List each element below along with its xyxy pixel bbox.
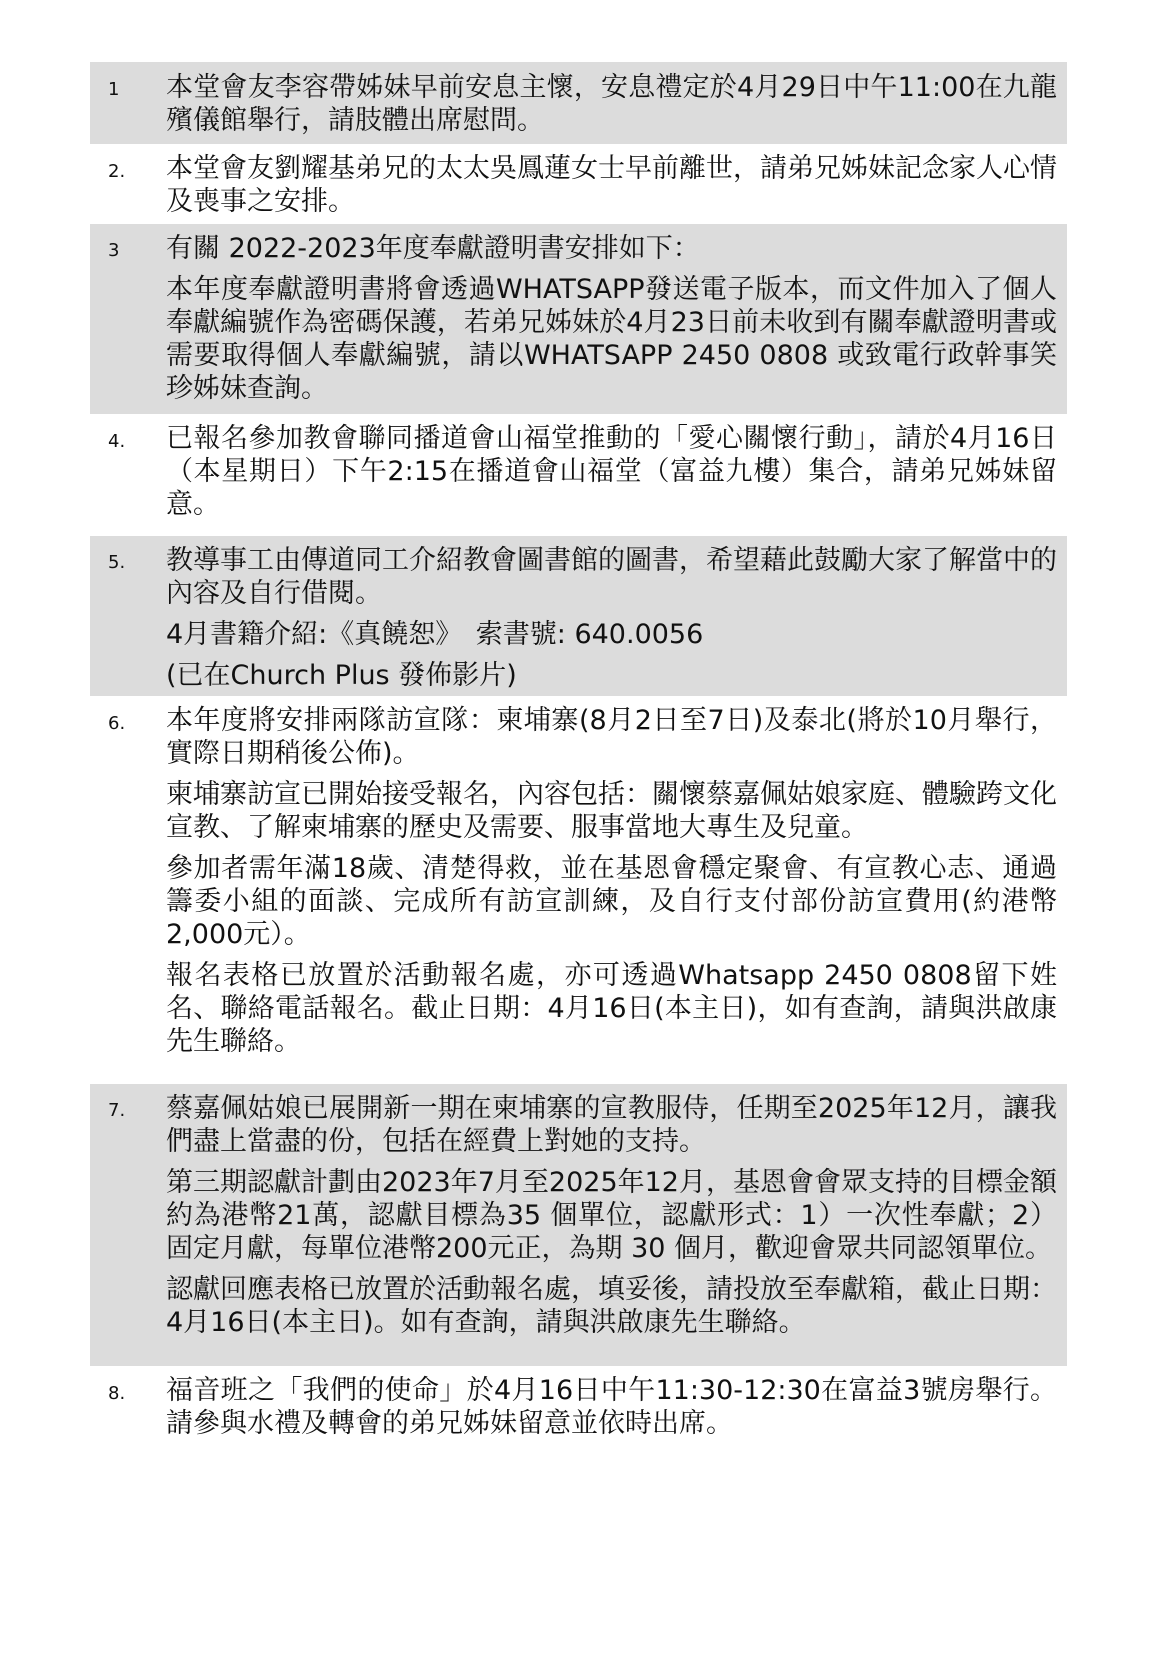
item-paragraph: 認獻回應表格已放置於活動報名處，填妥後，請投放至奉獻箱，截止日期：4月16日(本主日)。如有查詢，請與洪啟康先生聯絡。 bbox=[166, 1274, 1057, 1338]
item-number: 5. bbox=[108, 552, 126, 573]
item-number: 4. bbox=[108, 431, 126, 452]
item-number: 6. bbox=[108, 713, 126, 734]
item-paragraph: 柬埔寨訪宣已開始接受報名，內容包括：關懷蔡嘉佩姑娘家庭、體驗跨文化宣教、了解柬埔寨的歷史及需要、服事當地大專生及兒童。 bbox=[166, 779, 1057, 843]
item-paragraph: 福音班之「我們的使命」於4月16日中午11:30-12:30在富益3號房舉行。請參與水禮及轉會的弟兄姊妹留意並依時出席。 bbox=[166, 1375, 1057, 1439]
item-paragraph: 參加者需年滿18歲、清楚得救，並在基恩會穩定聚會、有宣教心志、通過籌委小組的面談、完成所有訪宣訓練，及自行支付部份訪宣費用(約港幣2,000元）。 bbox=[166, 853, 1057, 950]
announcement-item-5 bbox=[90, 536, 1067, 696]
item-paragraph: 4月書籍介紹:《真饒恕》 索書號: 640.0056 bbox=[166, 619, 704, 650]
item-paragraph: 報名表格已放置於活動報名處，亦可透過Whatsapp 2450 0808留下姓名、聯絡電話報名。截止日期：4月16日(本主日)，如有查詢，請與洪啟康先生聯絡。 bbox=[166, 960, 1057, 1057]
item-number: 8. bbox=[108, 1383, 126, 1404]
announcement-item-2 bbox=[90, 150, 1067, 218]
announcement-item-3 bbox=[90, 224, 1067, 414]
item-paragraph: (已在Church Plus 發佈影片) bbox=[166, 660, 517, 691]
item-paragraph: 本堂會友李容帶姊妹早前安息主懷，安息禮定於4月29日中午11:00在九龍殯儀館舉行，請肢體出席慰問。 bbox=[166, 72, 1057, 136]
item-paragraph: 蔡嘉佩姑娘已展開新一期在柬埔寨的宣教服侍，任期至2025年12月，讓我們盡上當盡的份，包括在經費上對她的支持。 bbox=[166, 1093, 1057, 1157]
item-paragraph: 本年度奉獻證明書將會透過WHATSAPP發送電子版本，而文件加入了個人奉獻編號作為密碼保護，若弟兄姊妹於4月23日前未收到有關奉獻證明書或需要取得個人奉獻編號，請以WHATSAPP 2450 0808 或致電行政幹事笑珍姊妹查詢。 bbox=[166, 274, 1057, 404]
announcement-item-7 bbox=[90, 1084, 1067, 1366]
item-paragraph: 本年度將安排兩隊訪宣隊：柬埔寨(8月2日至7日)及泰北(將於10月舉行，實際日期稍後公佈)。 bbox=[166, 705, 1057, 769]
item-number: 7. bbox=[108, 1100, 126, 1121]
item-number: 2. bbox=[108, 161, 126, 182]
announcement-item-4 bbox=[90, 420, 1067, 524]
announcement-item-1 bbox=[90, 62, 1067, 144]
item-paragraph: 有關 2022-2023年度奉獻證明書安排如下： bbox=[166, 233, 700, 264]
announcement-item-8 bbox=[90, 1372, 1067, 1444]
item-paragraph: 已報名參加教會聯同播道會山福堂推動的「愛心關懷行動」，請於4月16日（本星期日）下午2:15在播道會山福堂（富益九樓）集合，請弟兄姊妹留意。 bbox=[166, 423, 1057, 520]
item-paragraph: 本堂會友劉耀基弟兄的太太吳鳳蓮女士早前離世，請弟兄姊妹記念家人心情及喪事之安排。 bbox=[166, 153, 1057, 217]
item-number: 3 bbox=[108, 240, 120, 261]
announcement-item-6 bbox=[90, 702, 1067, 1080]
item-paragraph: 第三期認獻計劃由2023年7月至2025年12月，基恩會會眾支持的目標金額約為港幣21萬，認獻目標為35 個單位，認獻形式：1）一次性奉獻；2）固定月獻，每單位港幣200元正，為期 30 個月，歡迎會眾共同認領單位。 bbox=[166, 1167, 1057, 1264]
item-paragraph: 教導事工由傳道同工介紹教會圖書館的圖書，希望藉此鼓勵大家了解當中的內容及自行借閱。 bbox=[166, 545, 1057, 609]
item-number: 1 bbox=[108, 79, 120, 100]
